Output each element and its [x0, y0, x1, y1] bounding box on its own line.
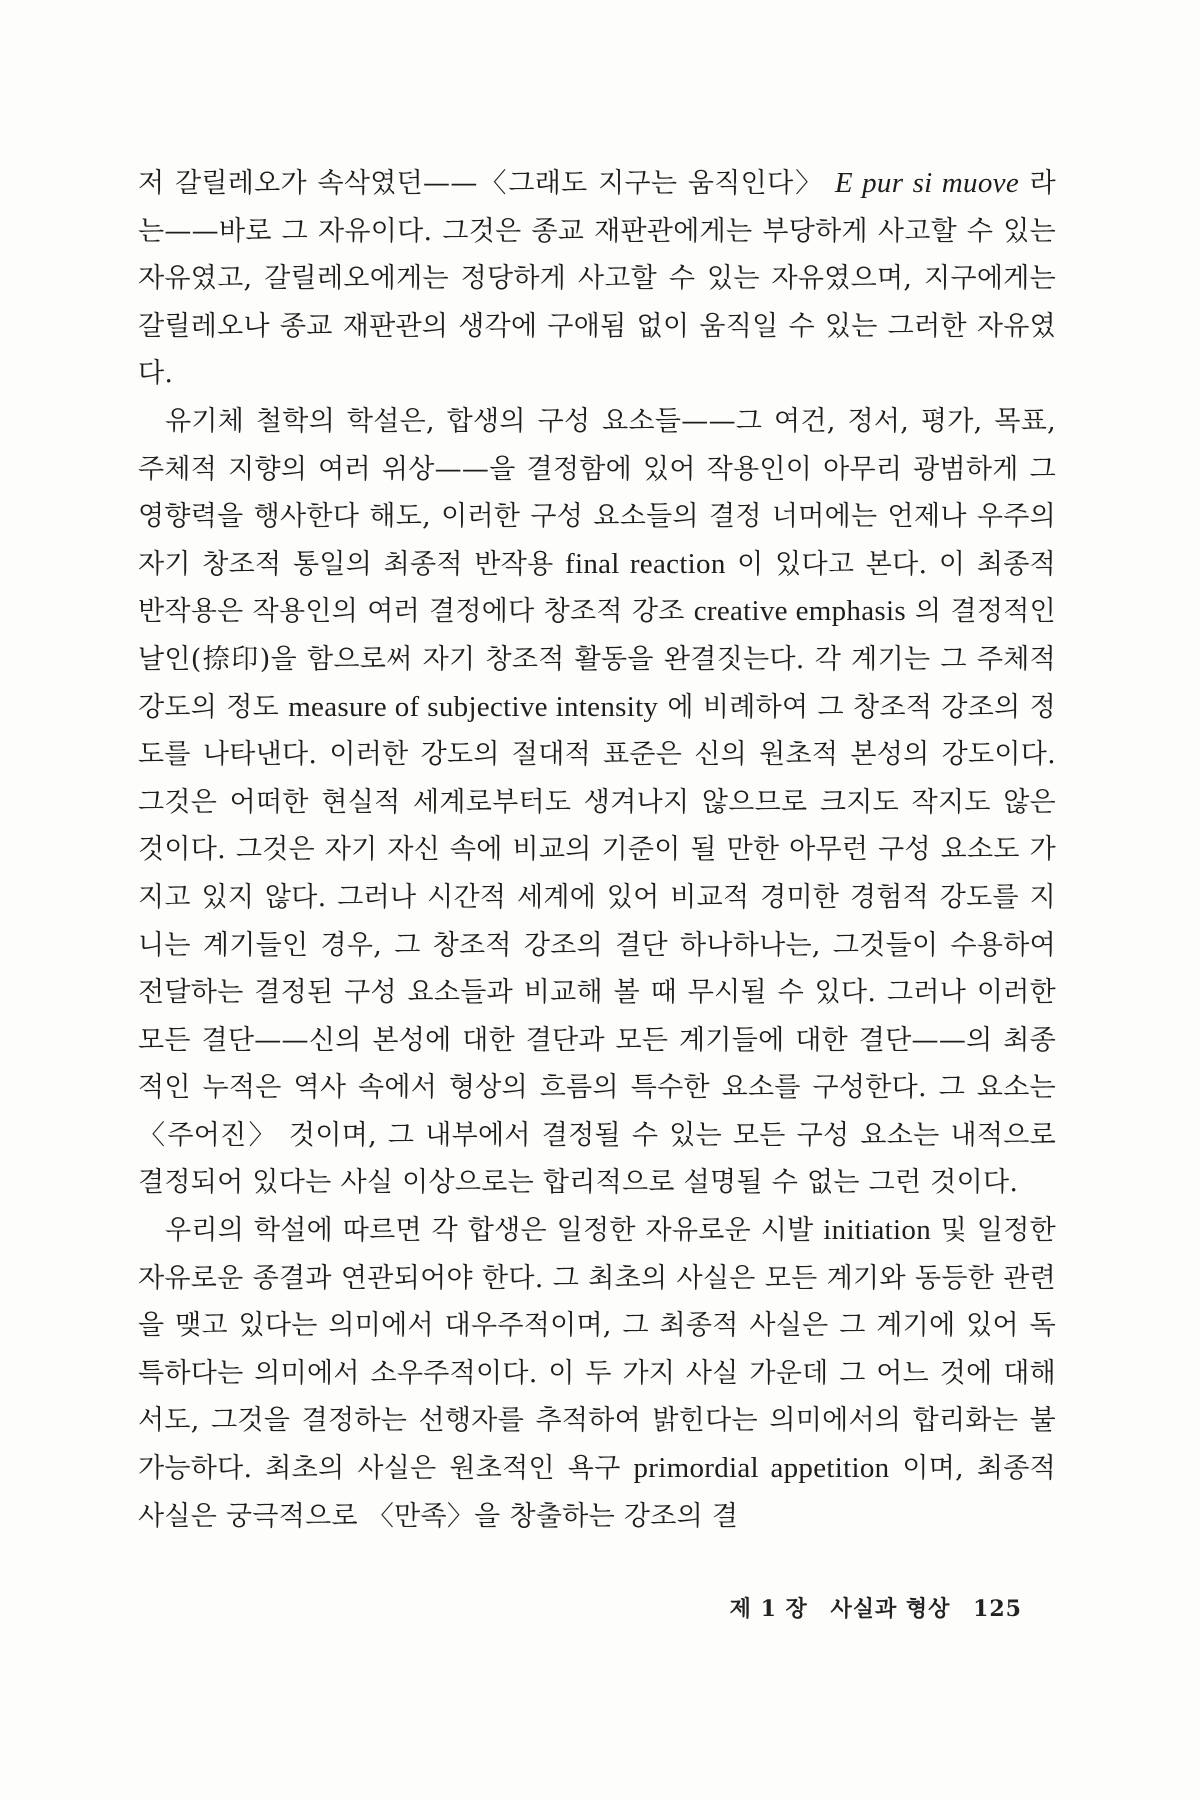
paragraph — [138, 160, 1056, 398]
english-term: creative emphasis — [693, 595, 906, 628]
paragraph — [138, 1207, 1056, 1540]
english-term: final reaction — [565, 547, 726, 580]
english-term: measure of subjective intensity — [288, 690, 659, 723]
text-run: 저 갈릴레오가 속삭였던——〈그래도 지구는 움직인다〉 — [138, 168, 835, 199]
english-term: primordial appetition — [633, 1452, 890, 1485]
text-run: 유기체 철학의 학설은, 합생의 구성 요소들——그 여건, 정서, 평가, 목표, 주체적 지향의 여러 위상——을 결정함에 있어 작용인이 아무리 광범하게 그 영향력을 행사한다 해도, 이러한 구성 요소들의 결정 너머에는 언제나 우주의 자기 창조적 통일의 최종적 반작용 — [138, 405, 1056, 580]
page-number: 125 — [973, 1596, 1022, 1622]
paragraph — [138, 398, 1056, 1207]
text-run: 이 있다고 본다. 이 최종적 반작용은 작용인의 여러 결정에다 창조적 강조 — [138, 548, 1056, 628]
text-run: 우리의 학설에 따르면 각 합생은 일정한 자유로운 시발 — [165, 1215, 824, 1247]
text-run: 이며, 최종적 사실은 궁극적으로 〈만족〉을 창출하는 강조의 결 — [138, 1453, 1057, 1532]
italic-phrase: E pur si muove — [834, 167, 1019, 199]
running-footer — [730, 1592, 1022, 1623]
footer-chapter: 제 1 장 — [729, 1596, 808, 1622]
text-run: 및 일정한 자유로운 종결과 연관되어야 한다. 그 최초의 사실은 모든 계기와 동등한 관련을 맺고 있다는 의미에서 대우주적이며, 그 최종적 사실은 그 계기에 있어 독특하다는 의미에서 소우주적이다. 이 두 가지 사실 가운데 그 어느 것에 대해서도, 그것을 결정하는 선행자를 추적하여 밝힌다는 의미에서의 합리화는 불가능하다. 최초의 사실은 원초적인 욕구 — [138, 1215, 1056, 1485]
english-term: initiation — [823, 1214, 931, 1247]
text-run: 라는——바로 그 자유이다. 그것은 종교 재판관에게는 부당하게 사고할 수 있는 자유였고, 갈릴레오에게는 정당하게 사고할 수 있는 자유였으며, 지구에게는 갈릴레오나 종교 재판관의 생각에 구애됨 없이 움직일 수 있는 그러한 자유였다. — [138, 168, 1056, 390]
text-run: 에 비례하여 그 창조적 강조의 정도를 나타낸다. 이러한 강도의 절대적 표준은 신의 원초적 본성의 강도이다. 그것은 어떠한 현실적 세계로부터도 생겨나지 않으므로 크지도 작지도 않은 것이다. 그것은 자기 자신 속에 비교의 기준이 될 만한 아무런 구성 요소도 가지고 있지 않다. 그러나 시간적 세계에 있어 비교적 경미한 경험적 강도를 지니는 계기들인 경우, 그 창조적 강조의 결단 하나하나는, 그것들이 수용하여 전달하는 결정된 구성 요소들과 비교해 볼 때 무시될 수 있다. 그러나 이러한 모든 결단——신의 본성에 대한 결단과 모든 계기들에 대한 결단——의 최종적인 누적은 역사 속에서 형상의 흐름의 특수한 요소를 구성한다. 그 요소는 〈주어진〉 것이며, 그 내부에서 결정될 수 있는 모든 구성 요소는 내적으로 결정되어 있다는 사실 이상으로는 합리적으로 설명될 수 없는 그런 것이다. — [138, 691, 1057, 1199]
footer-title: 사실과 형상 — [830, 1596, 951, 1622]
text-run: 의 결정적인 날인(捺印)을 함으로써 자기 창조적 활동을 완결짓는다. 각 계기는 그 주체적 강도의 정도 — [138, 596, 1056, 723]
body-text — [138, 160, 1056, 1540]
